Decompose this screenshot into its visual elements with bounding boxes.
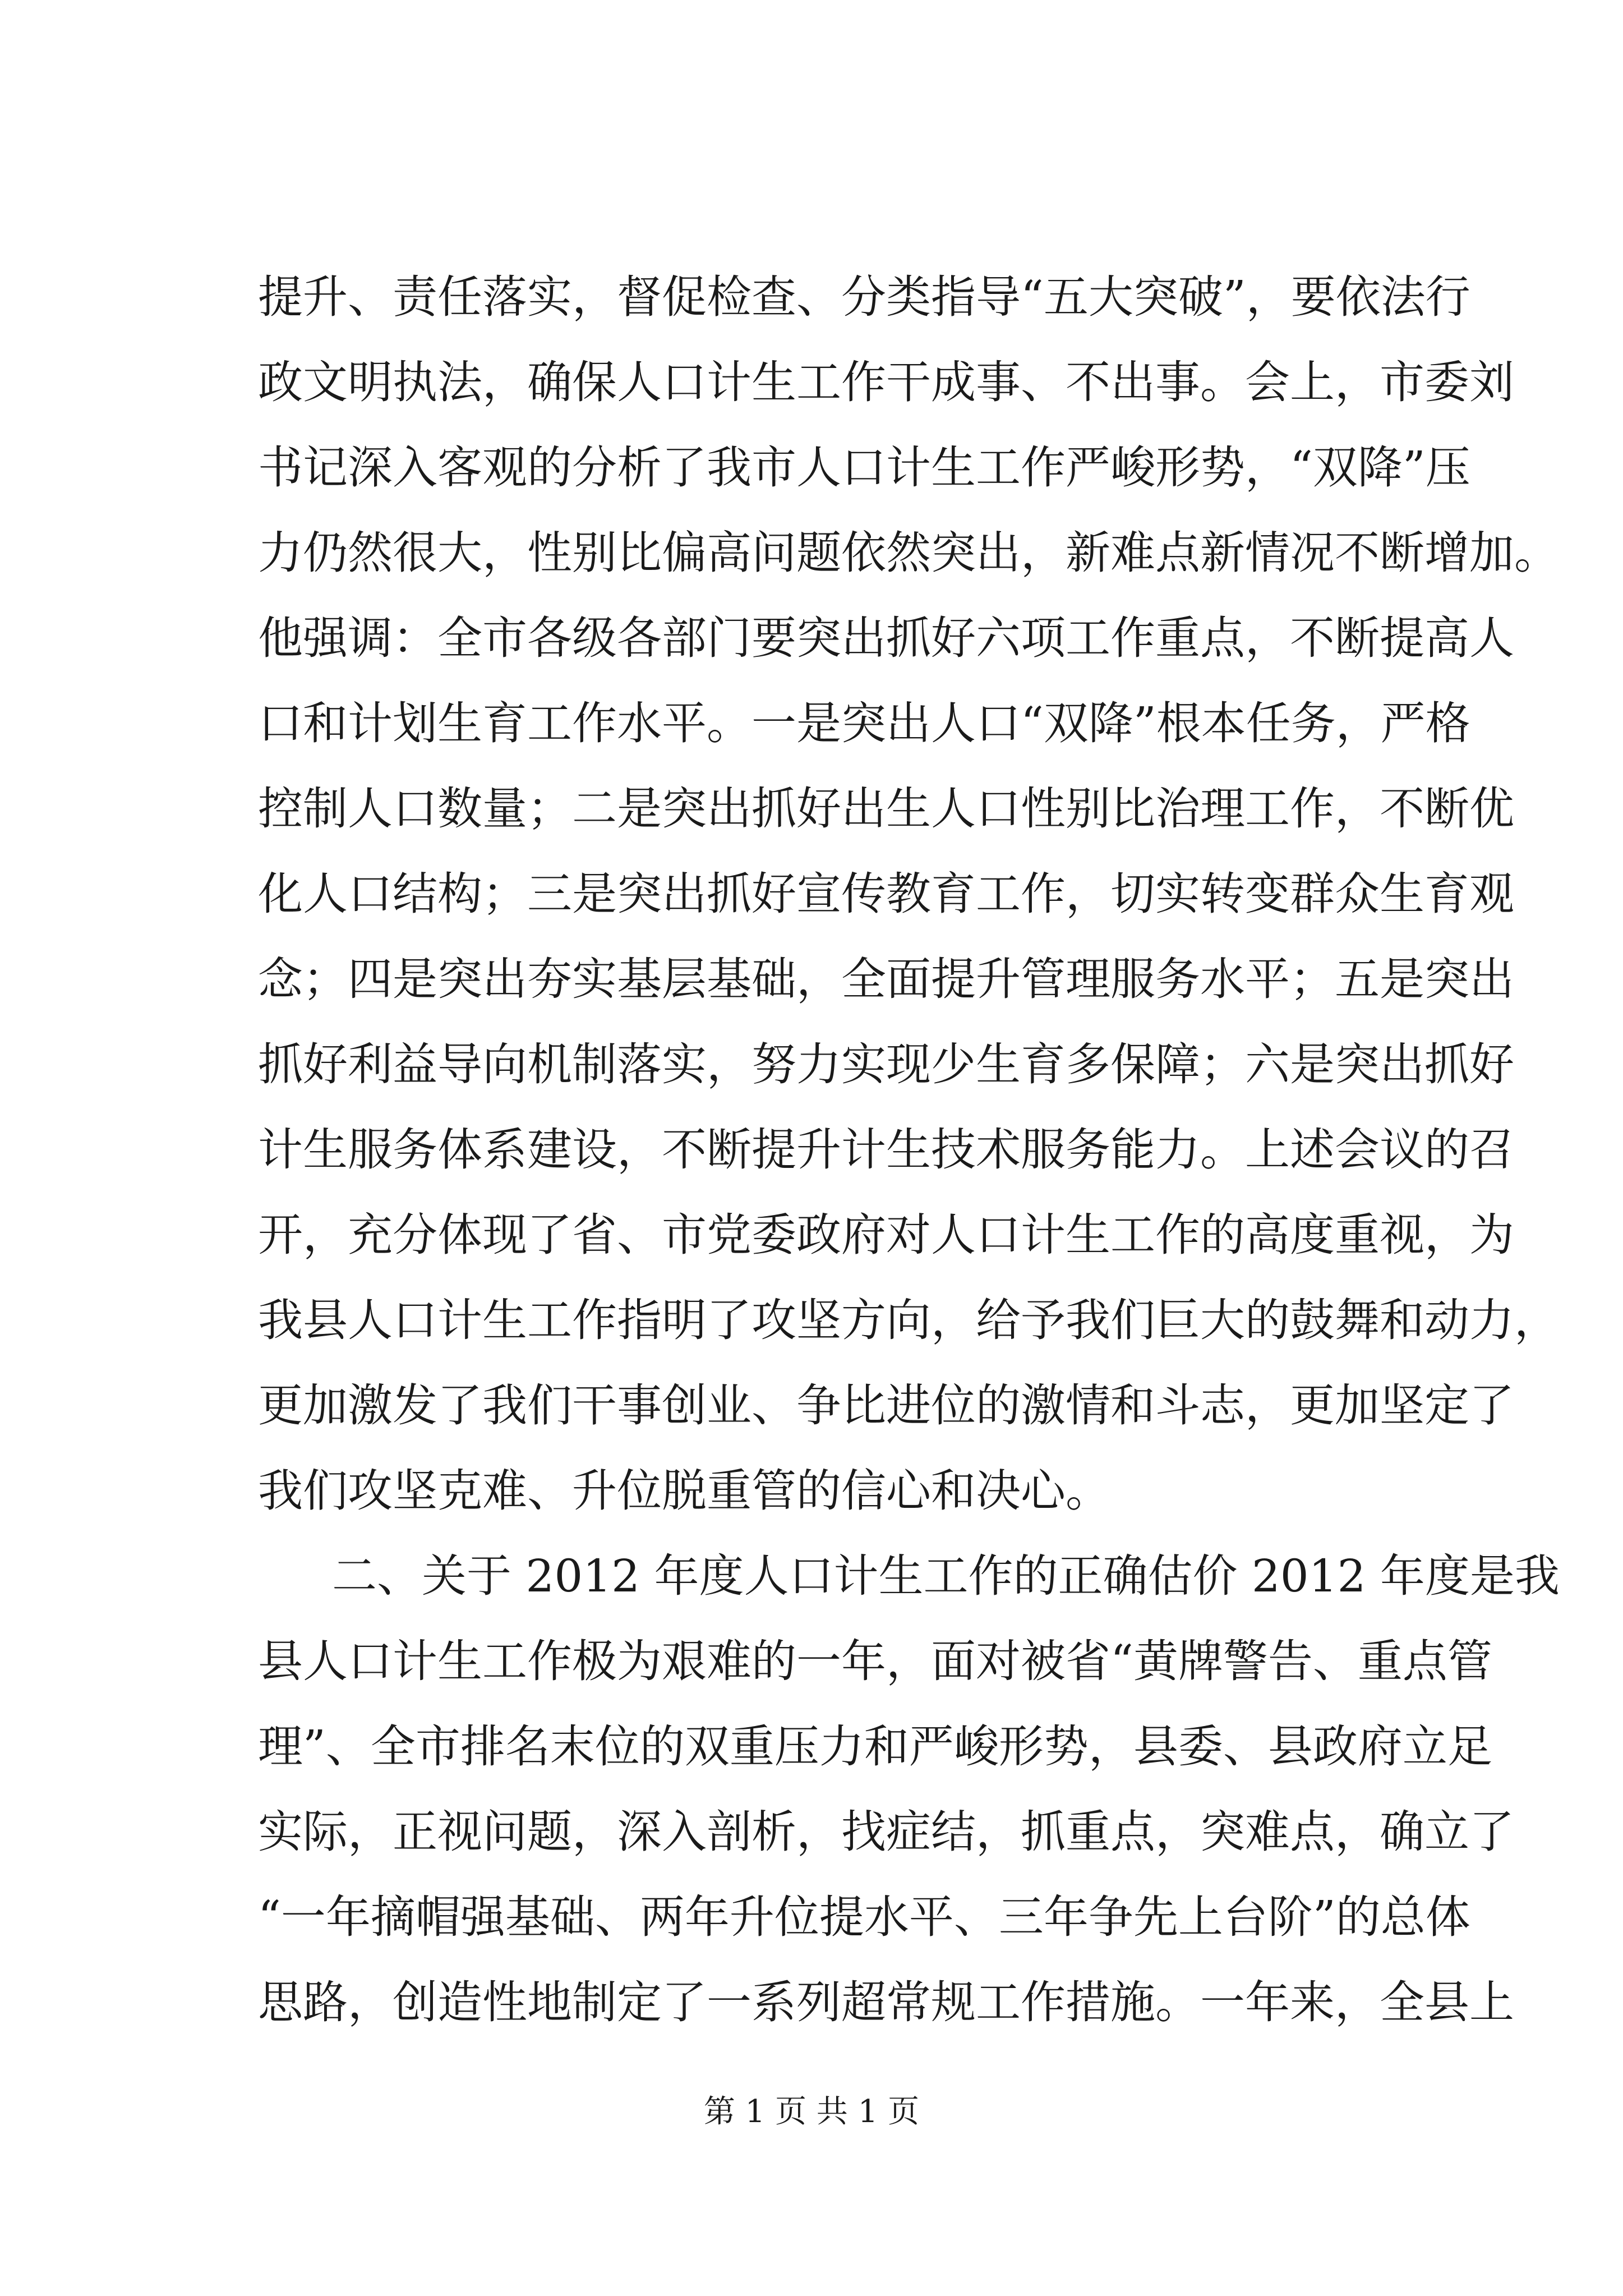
text-line: “一年摘帽强基础、两年升位提水平、三年争先上台阶”的总体 [258,1891,1470,1943]
text-line: 提升、责任落实，督促检查、分类指导“五大突破”，要依法行 [258,271,1470,323]
section-heading-line: 二、关于 2012 年度人口计生工作的正确估价 2012 年度是我 [332,1550,1560,1602]
text-line: 力仍然很大，性别比偏高问题依然突出，新难点新情况不断增加。 [258,527,1559,579]
document-body [0,264,1623,2059]
text-line: 开，充分体现了省、市党委政府对人口计生工作的高度重视，为 [258,1209,1514,1261]
text-line: 思路，创造性地制定了一系列超常规工作措施。一年来，全县上 [258,1976,1514,2028]
text-line: 更加激发了我们干事创业、争比进位的激情和斗志，更加坚定了 [258,1379,1514,1432]
text-line: 理”、全市排名末位的双重压力和严峻形势，县委、县政府立足 [258,1720,1492,1773]
page-footer: 第 1 页 共 1 页 [703,2093,920,2130]
text-line: 实际，正视问题，深入剖析，找症结，抓重点，突难点，确立了 [258,1806,1514,1858]
text-line: 他强调：全市各级各部门要突出抓好六项工作重点，不断提高人 [258,612,1514,664]
text-line: 口和计划生育工作水平。一是突出人口“双降”根本任务，严格 [258,697,1470,749]
text-line: 念；四是突出夯实基层基础，全面提升管理服务水平；五是突出 [258,953,1514,1005]
text-line: 县人口计生工作极为艰难的一年，面对被省“黄牌警告、重点管 [258,1635,1492,1687]
text-line: 抓好利益导向机制落实，努力实现少生育多保障；六是突出抓好 [258,1038,1514,1091]
text-line: 计生服务体系建设，不断提升计生技术服务能力。上述会议的召 [258,1124,1514,1176]
text-line: 化人口结构；三是突出抓好宣传教育工作，切实转变群众生育观 [258,868,1514,920]
text-line: 政文明执法，确保人口计生工作干成事、不出事。会上，市委刘 [258,356,1514,408]
paragraph-end-line: 我们攻坚克难、升位脱重管的信心和决心。 [258,1465,1110,1517]
text-line: 我县人口计生工作指明了攻坚方向，给予我们巨大的鼓舞和动力， [258,1294,1559,1346]
text-line: 控制人口数量；二是突出抓好出生人口性别比治理工作，不断优 [258,783,1514,835]
text-line: 书记深入客观的分析了我市人口计生工作严峻形势，“双降”压 [258,441,1470,494]
